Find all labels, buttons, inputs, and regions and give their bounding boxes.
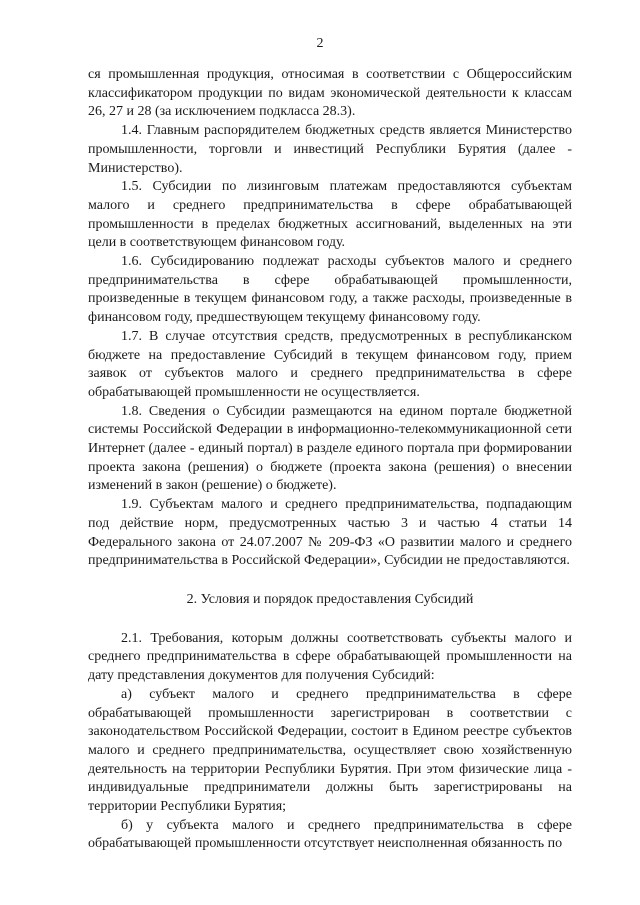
paragraph-1-8: 1.8. Сведения о Субсидии размещаются на едином портале бюджетной системы Российской Федерации в информационно-телекоммуникационной сети Интернет (далее - единый портал) в разделе единого портала при формировании проекта закона (решения) о бюджете (проекта закона (решения) о внесении изменений в закон (решение) о бюджете). [88,403,572,494]
document-body [88,66,572,854]
paragraph-2-1-b: б) у субъекта малого и среднего предпринимательства в сфере обрабатывающей промышленности отсутствует неисполненная обязанность по [88,817,572,852]
paragraph-2-1-a: а) субъект малого и среднего предпринимательства в сфере обрабатывающей промышленности зарегистрирован в соответствии с законодательством Российской Федерации, состоит в Едином реестре субъектов малого и среднего предпринимательства, осуществляет свою хозяйственную деятельность на территории Республики Бурятия. При этом физические лица - индивидуальные предприниматели должны быть зарегистрированы на территории Республики Бурятия; [88,686,572,815]
paragraph-1-6: 1.6. Субсидированию подлежат расходы субъектов малого и среднего предпринимательства в сфере обрабатывающей промышленности, произведенные в текущем финансовом году, а также расходы, произведенные в финансовом году, предшествующем текущему финансовому году. [88,254,572,326]
page-number: 2 [316,36,324,51]
paragraph-2-1: 2.1. Требования, которым должны соответствовать субъекты малого и среднего предпринимательства в сфере обрабатывающей промышленности на дату представления документов для получения Субсидий: [88,630,572,684]
paragraph-1-9: 1.9. Субъектам малого и среднего предпринимательства, подпадающим под действие норм, предусмотренных частью 3 и частью 4 статьи 14 Федерального закона от 24.07.2007 № 209-ФЗ «О развитии малого и среднего предпринимательства в Российской Федерации», Субсидии не предоставляются. [88,497,572,569]
paragraph-1-7: 1.7. В случае отсутствия средств, предусмотренных в республиканском бюджете на предоставление Субсидий в текущем финансовом году, прием заявок от субъектов малого и среднего предпринимательства в сфере обрабатывающей промышленности не осуществляется. [88,328,572,400]
paragraph-continuation: ся промышленная продукция, относимая в соответствии с Общероссийским классификатором продукции по видам экономической деятельности к классам 26, 27 и 28 (за исключением подкласса 28.3). [88,67,572,120]
paragraph-1-4: 1.4. Главным распорядителем бюджетных средств является Министерство промышленности, торговли и инвестиций Республики Бурятия (далее - Министерство). [88,123,572,176]
section-2-heading: 2. Условия и порядок предоставления Субсидий [186,591,474,607]
paragraph-1-5: 1.5. Субсидии по лизинговым платежам предоставляются субъектам малого и среднего предпринимательства в сфере обрабатывающей промышленности в пределах бюджетных ассигнований, выделенных на эти цели в соответствующем финансовом году. [88,179,572,251]
